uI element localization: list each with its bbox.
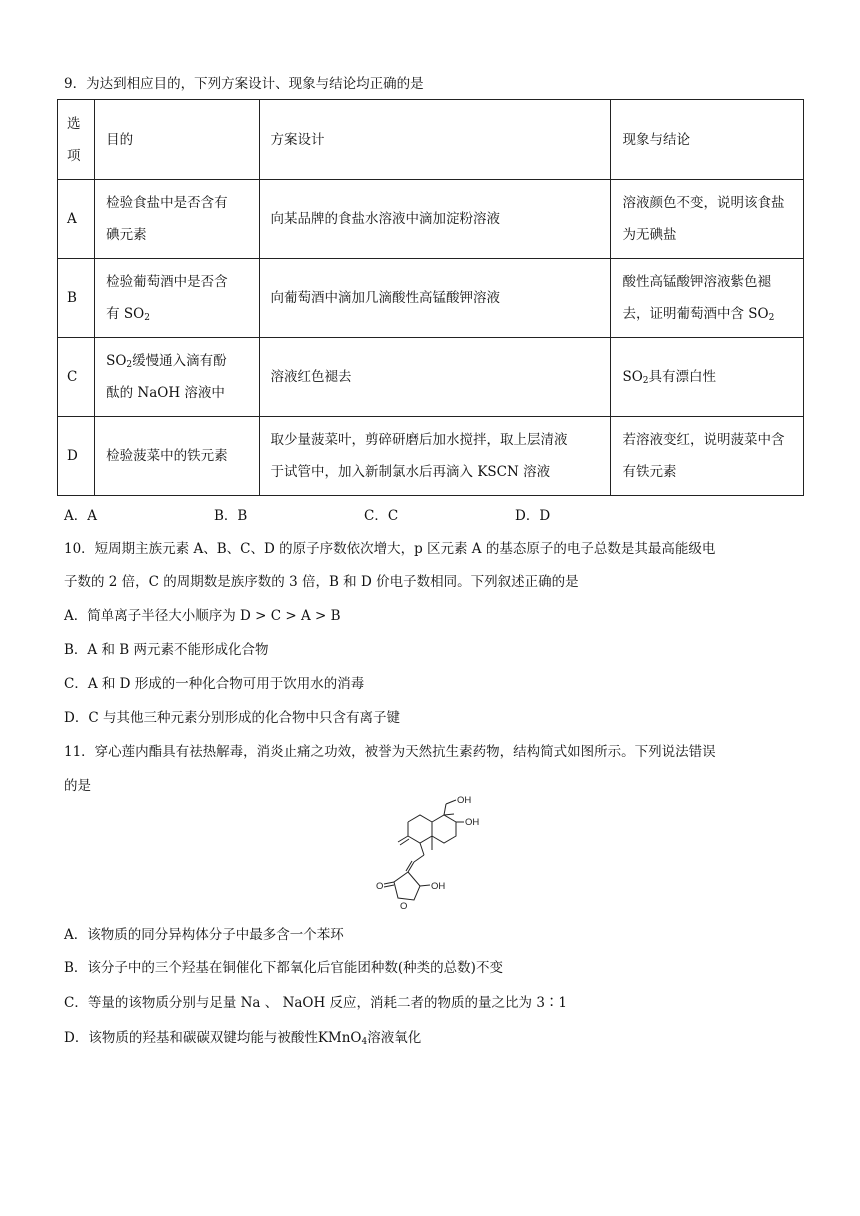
q9-option-c: C．C bbox=[364, 508, 399, 524]
q9-option-d: D．D bbox=[515, 508, 551, 524]
header-purpose: 目的 bbox=[95, 100, 259, 180]
q9-stem: 9．为达到相应目的，下列方案设计、现象与结论均正确的是 bbox=[64, 76, 424, 92]
structure-label-oh-1: OH bbox=[457, 795, 472, 806]
q10-option-b: B．A 和 B 两元素不能形成化合物 bbox=[64, 642, 269, 658]
andrographolide-structure-diagram bbox=[360, 792, 510, 924]
header-result: 现象与结论 bbox=[611, 100, 804, 180]
q11-stem-line2: 的是 bbox=[64, 778, 91, 794]
table-row: A 检验食盐中是否含有 碘元素 向某品牌的食盐水溶液中滴加淀粉溶液 溶液颜色不变，说明该食盐 为无碘盐 bbox=[58, 180, 804, 259]
table-row: D 检验菠菜中的铁元素 取少量菠菜叶，剪碎研磨后加水搅拌，取上层清液 于试管中，加入新制氯水后再滴入 KSCN 溶液 若溶液变红，说明菠菜中含 有铁元素 bbox=[58, 417, 804, 496]
q10-stem-line1: 10．短周期主族元素 A、B、C、D 的原子序数依次增大，p 区元素 A 的基态原子的电子总数是其最高能级电 bbox=[64, 541, 716, 557]
header-option: 选 项 bbox=[58, 100, 95, 180]
q9-option-b: B．B bbox=[214, 508, 248, 524]
structure-label-carbonyl-o: O bbox=[376, 881, 384, 892]
structure-label-oh-3: OH bbox=[431, 881, 446, 892]
q11-option-d: D．该物质的羟基和碳碳双键均能与被酸性KMnO$_4$溶液氧化 bbox=[64, 1030, 422, 1047]
table-row: B 检验葡萄酒中是否含 有 $SO_2$ 向葡萄酒中滴加几滴酸性高锰酸钾溶液 酸性高锰酸钾溶液紫色褪 去，证明葡萄酒中含 $SO_2$ bbox=[58, 259, 804, 338]
structure-label-oh-2: OH bbox=[465, 817, 480, 828]
q10-option-a: A．简单离子半径大小顺序为 D > C > A > B bbox=[64, 608, 341, 624]
q9-option-a: A．A bbox=[64, 508, 97, 524]
q11-option-c: C．等量的该物质分别与足量 Na 、 NaOH 反应，消耗二者的物质的量之比为 3∶1 bbox=[64, 995, 568, 1011]
table-header-row bbox=[58, 100, 804, 180]
header-design: 方案设计 bbox=[259, 100, 611, 180]
q10-stem-line2: 子数的 2 倍，C 的周期数是族序数的 3 倍，B 和 D 价电子数相同。下列叙述正确的是 bbox=[64, 574, 579, 590]
q11-option-b: B．该分子中的三个羟基在铜催化下都氧化后官能团种数(种类的总数)不变 bbox=[64, 960, 503, 976]
q9-options bbox=[64, 504, 764, 524]
q10-option-c: C．A 和 D 形成的一种化合物可用于饮用水的消毒 bbox=[64, 676, 365, 692]
q11-option-a: A．该物质的同分异构体分子中最多含一个苯环 bbox=[64, 927, 344, 943]
table-row: C $SO_2$缓慢通入滴有酚 酞的 NaOH 溶液中 溶液红色褪去 $SO_2$具有漂白性 bbox=[58, 338, 804, 417]
q10-option-d: D．C 与其他三种元素分别形成的化合物中只含有离子键 bbox=[64, 710, 400, 726]
structure-label-ring-o: O bbox=[400, 901, 408, 912]
q11-stem-line1: 11．穿心莲内酯具有祛热解毒，消炎止痛之功效，被誉为天然抗生素药物，结构简式如图所示。下列说法错误 bbox=[64, 744, 716, 760]
q9-table bbox=[57, 99, 804, 496]
